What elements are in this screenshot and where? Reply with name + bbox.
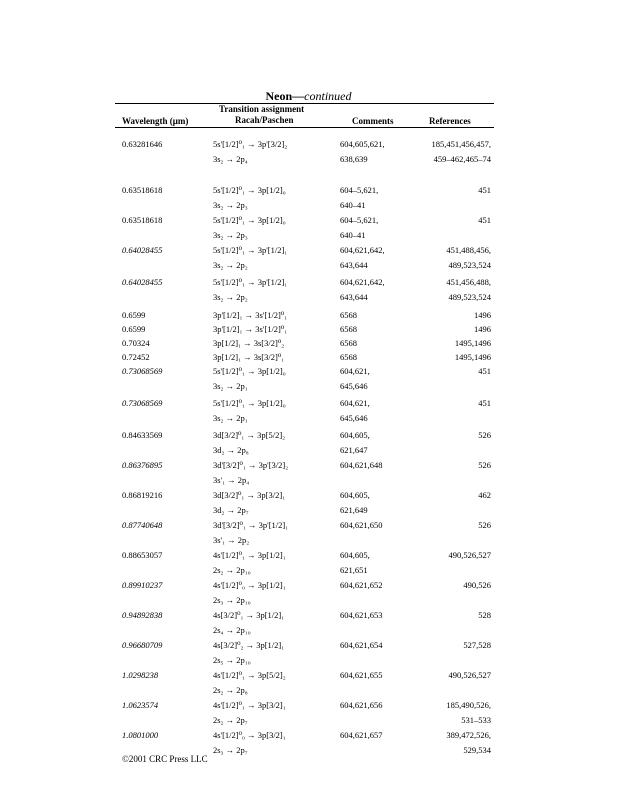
title-continued: continued bbox=[304, 89, 352, 103]
comments-cell: 604,621,653 bbox=[340, 610, 383, 620]
copyright-footer: ©2001 CRC Press LLC bbox=[122, 754, 208, 764]
comments-cell-continued: 645,646 bbox=[340, 381, 368, 391]
comments-cell: 6568 bbox=[340, 324, 357, 334]
racah-transition-cell: 4s[3/2]⁰₁ → 3p[1/2]₁ bbox=[213, 610, 285, 620]
comments-cell: 604,621,655 bbox=[340, 670, 383, 680]
comments-cell: 604,621,650 bbox=[340, 520, 383, 530]
wavelength-cell: 0.63518618 bbox=[122, 215, 163, 225]
paschen-transition-cell: 3s'₁ → 2p₂ bbox=[213, 535, 250, 545]
comments-cell: 604,605, bbox=[340, 430, 370, 440]
references-cell: 490,526 bbox=[463, 580, 491, 590]
racah-transition-cell: 5s'[1/2]⁰₁ → 3p[1/2]₀ bbox=[213, 185, 286, 195]
wavelength-cell: 0.6599 bbox=[122, 324, 146, 334]
comments-cell: 604,605,621, bbox=[340, 139, 385, 149]
comments-cell: 6568 bbox=[340, 338, 357, 348]
wavelength-cell: 0.64028455 bbox=[122, 277, 163, 287]
comments-cell: 604,621,656 bbox=[340, 700, 383, 710]
racah-transition-cell: 4s'[1/2]⁰₁ → 3p[3/2]₁ bbox=[213, 700, 286, 710]
paschen-transition-cell: 3s₂ → 2p₁ bbox=[213, 413, 248, 423]
paschen-transition-cell: 2s₂ → 2p₁₀ bbox=[213, 565, 251, 575]
racah-transition-cell: 3d'[3/2]⁰₁ → 3p'[3/2]₂ bbox=[213, 460, 289, 470]
comments-cell-continued: 645,646 bbox=[340, 413, 368, 423]
comments-cell-continued: 643,644 bbox=[340, 292, 368, 302]
racah-transition-cell: 3p[1/2]₁ → 3s[3/2]⁰₁ bbox=[213, 352, 285, 362]
paschen-transition-cell: 3s'₁ → 2p₄ bbox=[213, 475, 250, 485]
racah-transition-cell: 4s'[1/2]⁰₁ → 3p[5/2]₂ bbox=[213, 670, 286, 680]
references-cell: 462 bbox=[478, 490, 491, 500]
references-cell: 526 bbox=[478, 460, 491, 470]
references-cell: 451,456,488, bbox=[446, 277, 491, 287]
racah-transition-cell: 3d[3/2]⁰₁ → 3p[3/2]₁ bbox=[213, 490, 286, 500]
header-references: References bbox=[429, 116, 471, 126]
paschen-transition-cell: 2s₃ → 2p₇ bbox=[213, 745, 248, 755]
comments-cell-continued: 621,651 bbox=[340, 565, 368, 575]
comments-cell-continued: 621,647 bbox=[340, 445, 368, 455]
paschen-transition-cell: 3s₂ → 2p₃ bbox=[213, 230, 248, 240]
racah-transition-cell: 3p'[1/2]₁ → 3s'[1/2]⁰₁ bbox=[213, 310, 288, 320]
paschen-transition-cell: 3s₂ → 2p₁ bbox=[213, 381, 248, 391]
comments-cell-continued: 621,649 bbox=[340, 505, 368, 515]
comments-cell: 604–5,621, bbox=[340, 215, 379, 225]
comments-cell: 604,621, bbox=[340, 366, 370, 376]
wavelength-cell: 1.0623574 bbox=[122, 700, 159, 710]
wavelength-cell: 0.63281646 bbox=[122, 139, 163, 149]
racah-transition-cell: 5s'[1/2]⁰₁ → 3p'[1/2]₁ bbox=[213, 245, 288, 255]
comments-cell: 604,605, bbox=[340, 490, 370, 500]
racah-transition-cell: 5s'[1/2]⁰₁ → 3p[1/2]₀ bbox=[213, 366, 286, 376]
racah-transition-cell: 4s[3/2]⁰₂ → 3p[1/2]₁ bbox=[213, 640, 285, 650]
paschen-transition-cell: 3s₂ → 2p₂ bbox=[213, 260, 248, 270]
racah-transition-cell: 5s'[1/2]⁰₁ → 3p[1/2]₀ bbox=[213, 215, 286, 225]
paschen-transition-cell: 2s₄ → 2p₁₀ bbox=[213, 625, 251, 635]
paschen-transition-cell: 3d₂ → 2p₇ bbox=[213, 505, 249, 515]
paschen-transition-cell: 3s₂ → 2p₃ bbox=[213, 200, 248, 210]
references-cell-continued: 529,534 bbox=[463, 745, 491, 755]
comments-cell: 604,621,648 bbox=[340, 460, 383, 470]
wavelength-cell: 0.87740648 bbox=[122, 520, 163, 530]
comments-cell: 6568 bbox=[340, 352, 357, 362]
paschen-transition-cell: 3s₂ → 2p₂ bbox=[213, 292, 248, 302]
wavelength-cell: 0.70324 bbox=[122, 338, 150, 348]
racah-transition-cell: 5s'[1/2]⁰₁ → 3p[1/2]₀ bbox=[213, 398, 286, 408]
wavelength-cell: 0.72452 bbox=[122, 352, 150, 362]
header-racah-paschen: Racah/Paschen bbox=[235, 115, 294, 125]
title-main: Neon— bbox=[265, 89, 305, 103]
header-comments: Comments bbox=[352, 116, 394, 126]
wavelength-cell: 0.84633569 bbox=[122, 430, 163, 440]
racah-transition-cell: 4s'[1/2]⁰₁ → 3p[1/2]₁ bbox=[213, 550, 286, 560]
references-cell-continued: 489,523,524 bbox=[448, 292, 491, 302]
comments-cell: 604,621,652 bbox=[340, 580, 383, 590]
references-cell-continued: 459–462,465–74 bbox=[433, 154, 491, 164]
comments-cell: 604,621,642, bbox=[340, 277, 385, 287]
racah-transition-cell: 4s'[1/2]⁰₀ → 3p[1/2]₁ bbox=[213, 580, 286, 590]
comments-cell-continued: 640–41 bbox=[340, 230, 366, 240]
references-cell: 451 bbox=[478, 398, 491, 408]
references-cell-continued: 531–533 bbox=[461, 715, 491, 725]
header-transition-assignment: Transition assignment bbox=[219, 104, 305, 114]
comments-cell: 6568 bbox=[340, 310, 357, 320]
racah-transition-cell: 5s'[1/2]⁰₁ → 3p'[1/2]₁ bbox=[213, 277, 288, 287]
paschen-transition-cell: 3s₂ → 2p₄ bbox=[213, 154, 248, 164]
references-cell: 451 bbox=[478, 215, 491, 225]
references-cell: 1495,1496 bbox=[454, 352, 491, 362]
racah-transition-cell: 3d[3/2]⁰₁ → 3p[5/2]₂ bbox=[213, 430, 286, 440]
wavelength-cell: 0.86376895 bbox=[122, 460, 163, 470]
references-cell: 389,472,526, bbox=[446, 730, 491, 740]
references-cell: 526 bbox=[478, 430, 491, 440]
racah-transition-cell: 4s'[1/2]⁰₀ → 3p[3/2]₁ bbox=[213, 730, 286, 740]
references-cell: 526 bbox=[478, 520, 491, 530]
wavelength-cell: 0.88653057 bbox=[122, 550, 163, 560]
racah-transition-cell: 3p[1/2]₁ → 3s[3/2]⁰₂ bbox=[213, 338, 285, 348]
references-cell: 1496 bbox=[474, 324, 491, 334]
wavelength-cell: 0.94892838 bbox=[122, 610, 163, 620]
references-cell: 1496 bbox=[474, 310, 491, 320]
references-cell: 1495,1496 bbox=[454, 338, 491, 348]
wavelength-cell: 0.89910237 bbox=[122, 580, 163, 590]
racah-transition-cell: 5s'[1/2]⁰₁ → 3p'[3/2]₂ bbox=[213, 139, 288, 149]
paschen-transition-cell: 2s₂ → 2p₈ bbox=[213, 685, 248, 695]
references-cell: 451,488,456, bbox=[446, 245, 491, 255]
comments-cell-continued: 638,639 bbox=[340, 154, 368, 164]
paschen-transition-cell: 2s₂ → 2p₇ bbox=[213, 715, 248, 725]
comments-cell: 604,621,654 bbox=[340, 640, 383, 650]
wavelength-cell: 1.0801000 bbox=[122, 730, 159, 740]
wavelength-cell: 0.86819216 bbox=[122, 490, 163, 500]
references-cell: 185,451,456,457, bbox=[431, 139, 491, 149]
paschen-transition-cell: 3d₂ → 2p₈ bbox=[213, 445, 249, 455]
comments-cell: 604,621,642, bbox=[340, 245, 385, 255]
comments-cell: 604,605, bbox=[340, 550, 370, 560]
references-cell: 451 bbox=[478, 366, 491, 376]
wavelength-cell: 0.6599 bbox=[122, 310, 146, 320]
wavelength-cell: 0.63518618 bbox=[122, 185, 163, 195]
wavelength-cell: 0.64028455 bbox=[122, 245, 163, 255]
header-wavelength: Wavelength (μm) bbox=[122, 116, 189, 126]
references-cell-continued: 489,523,524 bbox=[448, 260, 491, 270]
comments-cell-continued: 643,644 bbox=[340, 260, 368, 270]
references-cell: 451 bbox=[478, 185, 491, 195]
comments-cell-continued: 640–41 bbox=[340, 200, 366, 210]
comments-cell: 604,621,657 bbox=[340, 730, 383, 740]
references-cell: 527,528 bbox=[463, 640, 491, 650]
paschen-transition-cell: 2s₃ → 2p₁₀ bbox=[213, 595, 251, 605]
references-cell: 185,490,526, bbox=[446, 700, 491, 710]
references-cell: 490,526,527 bbox=[448, 550, 491, 560]
references-cell: 490,526,527 bbox=[448, 670, 491, 680]
racah-transition-cell: 3p'[1/2]₁ → 3s'[1/2]⁰₁ bbox=[213, 324, 288, 334]
wavelength-cell: 1.0298238 bbox=[122, 670, 159, 680]
wavelength-cell: 0.96680709 bbox=[122, 640, 163, 650]
wavelength-cell: 0.73068569 bbox=[122, 366, 163, 376]
paschen-transition-cell: 2s₅ → 2p₁₀ bbox=[213, 655, 251, 665]
references-cell: 528 bbox=[478, 610, 491, 620]
comments-cell: 604,621, bbox=[340, 398, 370, 408]
racah-transition-cell: 3d'[3/2]⁰₁ → 3p'[1/2]₁ bbox=[213, 520, 289, 530]
wavelength-cell: 0.73068569 bbox=[122, 398, 163, 408]
comments-cell: 604–5,621, bbox=[340, 185, 379, 195]
